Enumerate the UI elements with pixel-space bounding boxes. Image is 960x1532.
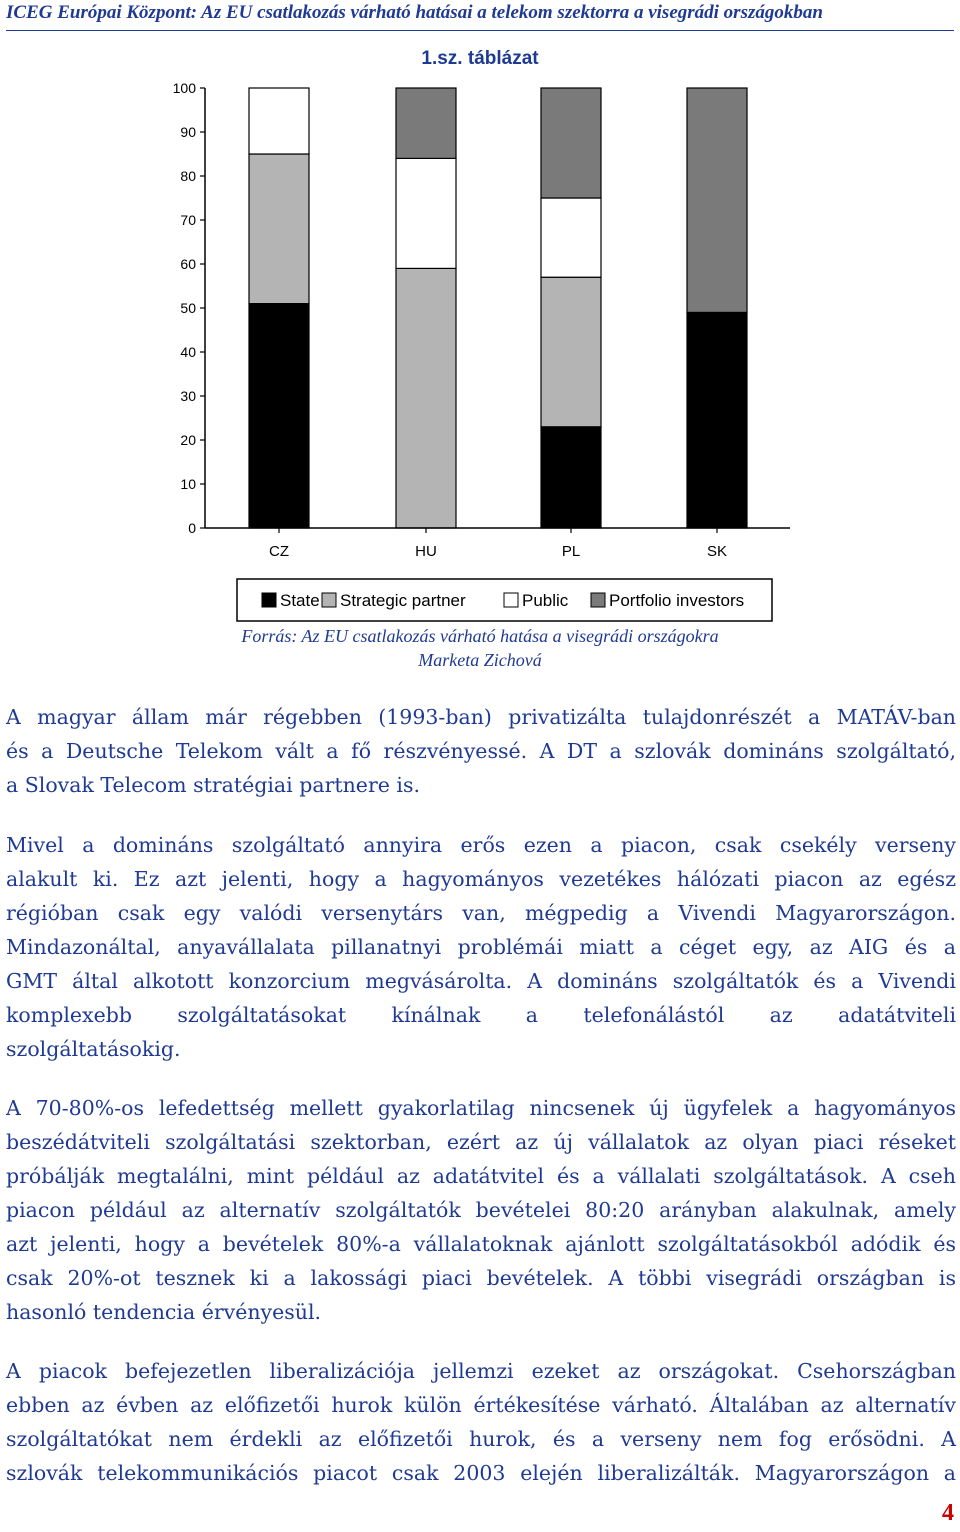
- legend-label: Strategic partner: [340, 591, 466, 610]
- document-header: ICEG Európai Központ: Az EU csatlakozás várható hatásai a telekom szektorra a visegrádi országokban: [6, 0, 954, 31]
- bar-segment: [687, 88, 747, 312]
- text-line: A 70-80%-os lefedettség mellett gyakorlatilag nincsenek új ügyfelek a hagyományos: [6, 1096, 956, 1120]
- text-line: alakult ki. Ez azt jelenti, hogy a hagyományos vezetékes hálózati piacon az egész: [6, 867, 956, 891]
- text-line: csak 20%-ot tesznek ki a lakossági piaci bevételek. A többi visegrádi országban is: [6, 1266, 956, 1290]
- text-line: azt jelenti, hogy a bevételek 80%-a vállalatoknak ajánlott szolgáltatásokból adódik és: [6, 1232, 956, 1256]
- bar-segment: [396, 158, 456, 268]
- y-tick-label: 0: [188, 520, 196, 536]
- bars: [249, 88, 747, 528]
- bar-segment: [541, 427, 601, 528]
- text-line: Mindazonáltal, anyavállalata pillanatnyi problémái miatt a céget egy, az AIG és a: [6, 935, 956, 959]
- y-tick-label: 10: [180, 476, 196, 492]
- text-line: Mivel a domináns szolgáltató annyira erős ezen a piacon, csak csekély verseny: [6, 833, 956, 857]
- text-line: hasonló tendencia érvényesül.: [6, 1300, 322, 1324]
- bar-segment: [249, 88, 309, 154]
- page-number: 4: [942, 1500, 954, 1526]
- y-tick-label: 100: [172, 80, 196, 96]
- y-tick-label: 60: [180, 256, 196, 272]
- text-line: piacon például az alternatív szolgáltatók bevételei 80:20 arányban alakulnak, amely: [6, 1198, 956, 1222]
- bar-segment: [541, 88, 601, 198]
- y-tick-label: 70: [180, 212, 196, 228]
- text-line: próbálják megtalálni, mint például az adatátvitel és a vállalati szolgáltatások. A cseh: [6, 1164, 956, 1188]
- paragraph-3: [6, 1091, 956, 1329]
- source-caption: Forrás: Az EU csatlakozás várható hatása a visegrádi országokra: [241, 626, 719, 646]
- author-caption: Marketa Zichová: [418, 650, 542, 670]
- bar-segment: [396, 88, 456, 158]
- paragraph-1: [6, 700, 956, 802]
- x-tick-label: PL: [561, 543, 581, 560]
- legend-label: State: [280, 591, 320, 610]
- x-axis: [205, 528, 790, 560]
- text-line: A magyar állam már régebben (1993-ban) privatizálta tulajdonrészét a MATÁV-ban: [6, 705, 956, 729]
- y-tick-label: 90: [180, 124, 196, 140]
- x-tick-label: HU: [415, 543, 437, 560]
- bar-segment: [249, 304, 309, 528]
- text-line: beszédátviteli szolgáltatási szektorban, ezért az új vállalatok az olyan piaci réseket: [6, 1130, 956, 1154]
- legend-label: Public: [522, 591, 569, 610]
- paragraph-4: [6, 1354, 956, 1490]
- y-tick-label: 80: [180, 168, 196, 184]
- y-tick-label: 30: [180, 388, 196, 404]
- text-line: ebben az évben az előfizetői hurok külön értékesítése várható. Általában az alternatív: [6, 1393, 956, 1417]
- y-tick-label: 20: [180, 432, 196, 448]
- table-title: 1.sz. táblázat: [421, 48, 539, 69]
- text-line: szlovák telekommunikációs piacot csak 2003 elején liberalizálták. Magyarországon a: [6, 1461, 956, 1485]
- text-line: és a Deutsche Telekom vált a fő részvényessé. A DT a szlovák domináns szolgáltató,: [6, 739, 956, 763]
- legend: [237, 579, 772, 621]
- text-line: régióban csak egy valódi versenytárs van, mégpedig a Vivendi Magyarországon.: [6, 901, 956, 925]
- bar-segment: [541, 198, 601, 277]
- bar-segment: [396, 268, 456, 528]
- legend-label: Portfolio investors: [609, 591, 745, 610]
- y-tick-label: 50: [180, 300, 196, 316]
- stacked-bar-chart: [0, 70, 960, 630]
- legend-swatch: [322, 593, 336, 607]
- text-line: szolgáltatókat nem érdekli az előfizetői hurok, és a verseny nem fog erősödni. A: [6, 1427, 956, 1451]
- x-tick-label: CZ: [269, 543, 289, 560]
- y-tick-label: 40: [180, 344, 196, 360]
- text-line: GMT által alkotott konzorcium megvásárolta. A domináns szolgáltatók és a Vivendi: [6, 969, 956, 993]
- legend-swatch: [591, 593, 605, 607]
- bar-segment: [249, 154, 309, 304]
- text-line: komplexebb szolgáltatásokat kínálnak a telefonálástól az adatátviteli: [6, 1003, 956, 1027]
- x-tick-label: SK: [706, 543, 728, 560]
- bar-segment: [541, 277, 601, 427]
- text-line: A piacok befejezetlen liberalizációja jellemzi ezeket az országokat. Csehországban: [6, 1359, 956, 1383]
- paragraph-2: [6, 828, 956, 1066]
- legend-swatch: [504, 593, 518, 607]
- legend-swatch: [262, 593, 276, 607]
- bar-segment: [687, 312, 747, 528]
- text-line: szolgáltatásokig.: [6, 1037, 181, 1061]
- text-line: a Slovak Telecom stratégiai partnere is.: [6, 773, 420, 797]
- y-axis: [173, 80, 205, 536]
